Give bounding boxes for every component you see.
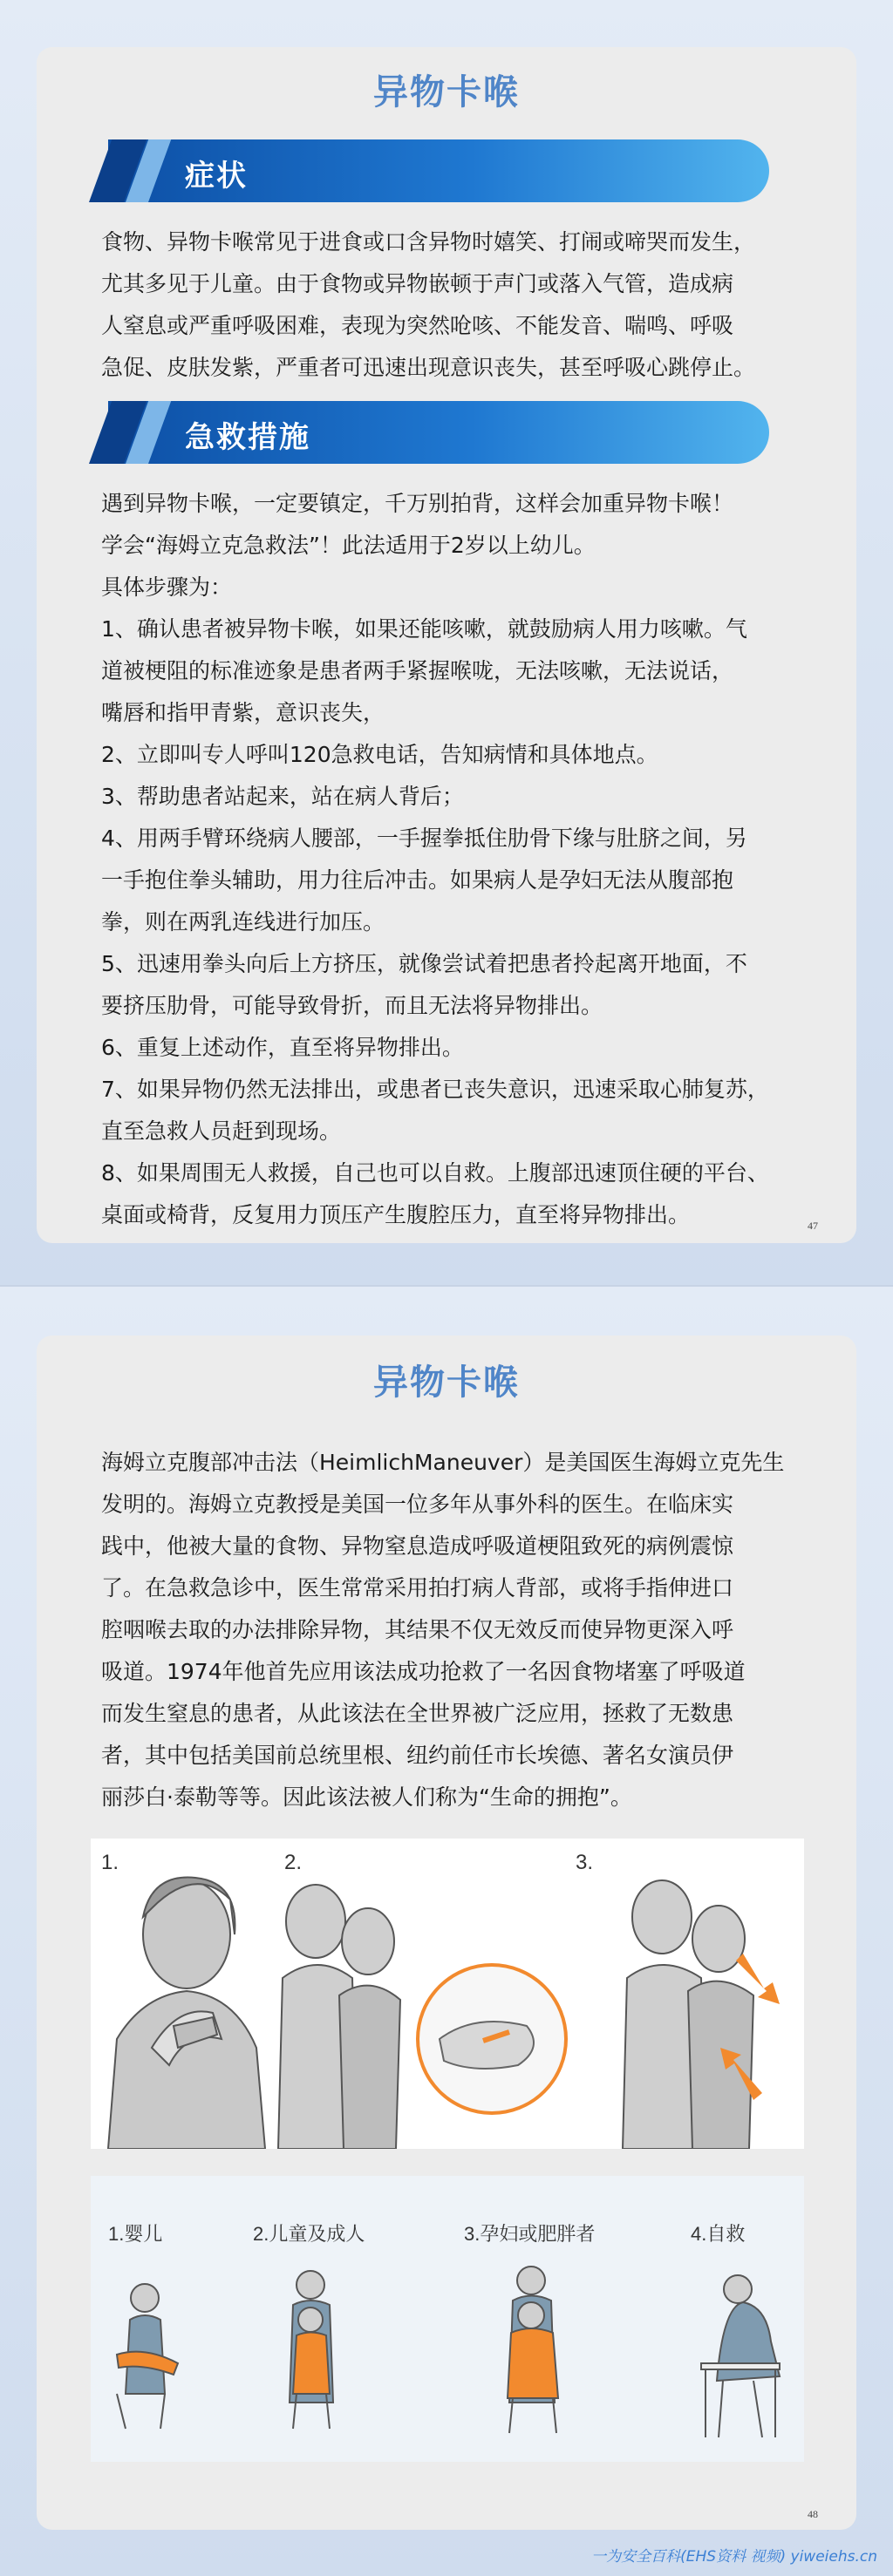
symptoms-paragraph xyxy=(101,221,816,389)
heimlich-methods-illustration xyxy=(91,2176,804,2462)
method-label: 4.自救 xyxy=(691,2223,746,2245)
infant-method-figure xyxy=(117,2284,178,2429)
step-number: 1. xyxy=(101,1851,119,1874)
section-banner-firstaid xyxy=(89,401,769,464)
text-line: 一手抱住拳头辅助，用力往后冲击。如果病人是孕妇无法从腹部抱 xyxy=(101,867,734,893)
text-line: 了。在急救急诊中，医生常常采用拍打病人背部，或将手指伸进口 xyxy=(101,1575,734,1601)
intro-paragraph xyxy=(101,1442,816,1818)
method-label: 2.儿童及成人 xyxy=(253,2223,365,2245)
text-line: 食物、异物卡喉常见于进食或口含异物时嬉笑、打闹或啼哭而发生， xyxy=(101,229,756,255)
text-line: 践中，他被大量的食物、异物窒息造成呼吸道梗阻致死的病例震惊 xyxy=(101,1533,734,1559)
text-line: 遇到异物卡喉，一定要镇定，千万别拍背，这样会加重异物卡喉！ xyxy=(101,491,734,516)
text-line: 人窒息或严重呼吸困难，表现为突然呛咳、不能发音、喘鸣、呼吸 xyxy=(101,313,734,338)
section-title-firstaid: 急救措施 xyxy=(185,420,310,455)
text-line: 拳，则在两乳连线进行加压。 xyxy=(101,909,385,935)
method-label: 3.孕妇或肥胖者 xyxy=(464,2223,596,2245)
text-line: 丽莎白·泰勒等等。因此该法被人们称为“生命的拥抱”。 xyxy=(101,1784,632,1810)
text-line: 3、帮助患者站起来，站在病人背后； xyxy=(101,784,464,809)
text-line: 1、确认患者被异物卡喉，如果还能咳嗽，就鼓励病人用力咳嗽。气 xyxy=(101,616,747,642)
text-line: 4、用两手臂环绕病人腰部，一手握拳抵住肋骨下缘与肚脐之间，另 xyxy=(101,826,747,851)
text-line: 尤其多见于儿童。由于食物或异物嵌顿于声门或落入气管，造成病 xyxy=(101,271,734,296)
text-line: 直至急救人员赶到现场。 xyxy=(101,1118,342,1144)
firstaid-paragraph xyxy=(101,483,816,1236)
section-banner-symptoms xyxy=(89,139,769,202)
heimlich-figures-drawing xyxy=(91,1839,804,2149)
text-line: 2、立即叫专人呼叫120急救电话，告知病情和具体地点。 xyxy=(101,742,658,767)
text-line: 要挤压肋骨，可能导致骨折，而且无法将异物排出。 xyxy=(101,993,603,1018)
text-line: 腔咽喉去取的办法排除异物，其结果不仅无效反而使异物更深入呼 xyxy=(101,1617,734,1642)
heimlich-steps-illustration xyxy=(91,1839,804,2149)
text-line: 嘴唇和指甲青紫，意识丧失， xyxy=(101,700,385,725)
rescuer-figure-3 xyxy=(623,1880,753,2149)
text-line: 桌面或椅背，反复用力顶压产生腹腔压力，直至将异物排出。 xyxy=(101,1202,691,1227)
choking-person-figure xyxy=(108,1878,265,2149)
text-line: 6、重复上述动作，直至将异物排出。 xyxy=(101,1035,464,1060)
content-card xyxy=(37,1336,856,2530)
text-line: 具体步骤为： xyxy=(101,574,233,600)
pregnant-method-figure xyxy=(508,2267,558,2433)
text-line: 学会“海姆立克急救法”！此法适用于2岁以上幼儿。 xyxy=(101,533,596,558)
text-line: 道被梗阻的标准迹象是患者两手紧握喉咙，无法咳嗽，无法说话， xyxy=(101,658,734,683)
content-card xyxy=(37,47,856,1243)
text-line: 5、迅速用拳头向后上方挤压，就像尝试着把患者拎起离开地面，不 xyxy=(101,951,747,976)
text-line: 急促、皮肤发紫，严重者可迅速出现意识丧失，甚至呼吸心跳停止。 xyxy=(101,355,756,380)
hand-position-inset xyxy=(418,1965,566,2113)
page-title: 异物卡喉 xyxy=(373,1363,520,1403)
text-line: 发明的。海姆立克教授是美国一位多年从事外科的医生。在临床实 xyxy=(101,1492,734,1517)
rescuer-figure-2 xyxy=(278,1885,400,2149)
text-line: 而发生窒息的患者，从此该法在全世界被广泛应用，拯救了无数患 xyxy=(101,1701,734,1726)
step-number: 3. xyxy=(576,1851,594,1874)
page-47 xyxy=(0,0,893,1287)
text-line: 者，其中包括美国前总统里根、纽约前任市长埃德、著名女演员伊 xyxy=(101,1743,734,1768)
text-line: 8、如果周围无人救援，自己也可以自救。上腹部迅速顶住硬的平台、 xyxy=(101,1160,769,1186)
text-line: 7、如果异物仍然无法排出，或患者已丧失意识，迅速采取心肺复苏， xyxy=(101,1077,769,1102)
step-number: 2. xyxy=(284,1851,303,1874)
child-adult-method-figure xyxy=(290,2271,333,2429)
text-line: 吸道。1974年他首先应用该法成功抢救了一名因食物堵塞了呼吸道 xyxy=(101,1659,746,1684)
page-number: 47 xyxy=(808,1220,818,1232)
site-watermark: 一为安全百科(EHS资料 视频) yiweiehs.cn xyxy=(591,2548,877,2566)
page-48 xyxy=(0,1287,893,2576)
text-line: 海姆立克腹部冲击法（HeimlichManeuver）是美国医生海姆立克先生 xyxy=(101,1450,785,1475)
section-title-symptoms: 症状 xyxy=(185,159,248,194)
page-title: 异物卡喉 xyxy=(373,72,520,112)
self-rescue-method-figure xyxy=(701,2275,780,2437)
method-label: 1.婴儿 xyxy=(108,2223,163,2245)
page-number: 48 xyxy=(808,2508,818,2520)
